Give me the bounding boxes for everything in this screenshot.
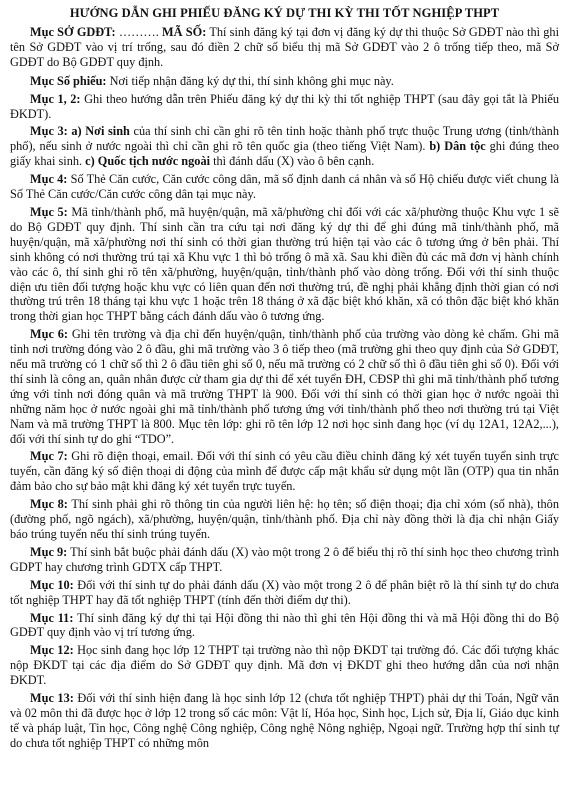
so-phieu-text: Nơi tiếp nhận đăng ký dự thi, thí sinh không ghi mục này.: [109, 73, 394, 88]
section-muc-7: [10, 449, 559, 494]
label-ma-so: MÃ SỐ:: [162, 25, 207, 39]
section-so-phieu: [10, 74, 559, 89]
muc-13-text: Đối với thí sinh hiện đang là học sinh lớp 12 (chưa tốt nghiệp THPT) phải dự thi Toán, Ngữ văn và 02 môn thi đã được học ở lớp 12 trong số các môn: Vật lí, Hóa học, Sinh học, Lịch sử, Địa lí, Giáo dục kinh tế và pháp luật, Tin học, Công nghệ Công nghiệp, Công nghệ Nông nghiệp, Ngoại ngữ. Trường hợp thí sinh tự do chưa tốt nghiệp THPT có những môn: [10, 691, 560, 750]
muc-7-text: Ghi rõ điện thoại, email. Đối với thí sinh có yêu cầu điều chỉnh đăng ký xét tuyển tuyển sinh trực tuyến, cần đăng ký số điện thoại di động của mình để được cấp mật khẩu sử dụng một lần (OTP) qua tin nhắn đảm bảo cho sự bảo mật khi đăng ký xét tuyển trực tuyến.: [10, 449, 559, 494]
muc-1-2-text: Ghi theo hướng dẫn trên Phiếu đăng ký dự thi kỳ thi tốt nghiệp THPT (sau đây gọi tắt là Phiếu ĐKDT).: [10, 91, 559, 121]
section-muc-1-2: [10, 92, 559, 122]
label-muc-11: Mục 11:: [30, 610, 74, 625]
label-muc-9: Mục 9:: [30, 544, 68, 559]
intro-text: Thí sinh đăng ký tại đơn vị đăng ký dự thi thuộc Sở GDĐT nào thì ghi tên Sở GDĐT vào vị trí trống, sau đó điền 2 chữ số biểu thị mã Sở GDĐT vào 2 ô trống tiếp theo, mã Sở GDĐT do Bộ GDĐT quy định.: [10, 25, 559, 69]
dots: ……….: [118, 25, 159, 39]
muc-5-text: Mã tỉnh/thành phố, mã huyện/quận, mã xã/phường chỉ đối với các xã/phường thuộc Khu vực 1 sẽ do Bộ GDĐT quy định. Thí sinh cần tra cứu tại nơi đăng ký dự thi để ghi đúng mã tỉnh/thành phố, mã huyện/quận, mã xã/phường nơi thí sinh có thời gian thường trú hiện tại vào các ô tương ứng ở bên phải. Thí sinh không có nơi thường trú tại xã Khu vực 1 thì bỏ trống ô mã xã. Sau khi điền đủ các mã đơn vị hành chính vào các ô, thí sinh ghi rõ tên xã/phường, huyện/quận, tỉnh/thành phố vào dòng trống. Đối với thí sinh thuộc diện ưu tiên đối tượng hoặc khu vực có liên quan đến nơi thường trú, đề nghị phải khẳng định thời gian có nơi thường trú trên 18 tháng tại khu vực 1 hoặc trên 18 tháng ở xã đặc biệt khó khăn, xã có thôn đặc biệt khó khăn trong thời gian học THPT bằng cách đánh dấu vào ô tương ứng.: [10, 204, 559, 324]
section-muc-13: [10, 691, 559, 751]
section-muc-12: [10, 643, 559, 688]
section-muc-10: [10, 578, 559, 608]
muc-11-text: Thí sinh đăng ký dự thi tại Hội đồng thi nào thì ghi tên Hội đồng thi và mã Hội đồng thi do Bộ GDĐT quy định vào vị trí tương ứng.: [10, 610, 559, 640]
muc-4-text: Số Thẻ Căn cước, Căn cước công dân, mã số định danh cá nhân và số Hộ chiếu được viết chung là Số Thẻ Căn cước/Căn cước công dân tại mục này.: [10, 172, 559, 202]
document-title: HƯỚNG DẪN GHI PHIẾU ĐĂNG KÝ DỰ THI KỲ THI TỐT NGHIỆP THPT: [69, 6, 500, 20]
label-muc-3: Mục 3:: [30, 124, 68, 139]
section-muc-11: [10, 611, 559, 641]
label-muc-12: Mục 12:: [30, 643, 74, 658]
label-so-phieu: Mục Số phiếu:: [30, 73, 107, 88]
label-muc-1-2: Mục 1, 2:: [30, 91, 81, 106]
section-muc-6: [10, 327, 559, 446]
label-so-gddt: Mục SỞ GDĐT:: [30, 25, 116, 39]
label-muc-13: Mục 13:: [30, 691, 74, 706]
label-quoc-tich: c) Quốc tịch nước ngoài: [85, 154, 211, 169]
section-muc-8: [10, 497, 559, 542]
muc-8-text: Thí sinh phải ghi rõ thông tin của người liên hệ: họ tên; số điện thoại; địa chỉ xóm (số nhà), thôn (đường phố, ngõ ngách), xã/phường, huyện/quận, tỉnh/thành phố. Địa chỉ này đồng thời là địa chỉ nhận Giấy báo trúng tuyển nếu thí sinh trúng tuyển.: [10, 497, 559, 541]
label-muc-5: Mục 5:: [30, 204, 68, 219]
noi-sinh-text: của thí sinh chỉ cần ghi rõ tên tỉnh hoặc thành phố trực thuộc Trung ương (tỉnh/thành phố), nếu sinh ở nước ngoài thì chỉ cần ghi rõ tên quốc gia (theo tiếng Việt Nam).: [10, 124, 559, 154]
section-muc-5: [10, 205, 559, 324]
quoc-tich-text: thì đánh dấu (X) vào ô bên cạnh.: [213, 154, 375, 169]
label-muc-7: Mục 7:: [30, 449, 68, 464]
label-muc-10: Mục 10:: [30, 577, 74, 592]
label-muc-6: Mục 6:: [30, 327, 68, 342]
label-noi-sinh: a) Nơi sinh: [71, 124, 130, 139]
section-intro: [10, 25, 559, 70]
muc-10-text: Đối với thí sinh tự do phải đánh dấu (X) vào một trong 2 ô để phân biệt rõ là thí sinh tự do chưa tốt nghiệp THPT hay đã tốt nghiệp THPT (tính đến thời điểm dự thi).: [10, 577, 559, 607]
section-muc-4: [10, 172, 559, 202]
section-muc-3: [10, 124, 559, 169]
dan-toc-text: ghi đúng theo giấy khai sinh.: [10, 139, 559, 169]
label-dan-toc: b) Dân tộc: [429, 139, 486, 154]
muc-6-text: Ghi tên trường và địa chỉ đến huyện/quận, tỉnh/thành phố của trường vào dòng kẻ chấm. Ghi mã tỉnh nơi trường đóng vào 2 ô đầu, ghi mã trường vào 3 ô tiếp theo (mã trường ghi theo quy định của Sở GDĐT, nếu mã trường có 1 chữ số thì 2 ô đầu tiên ghi số 0, nếu mã trường có 2 chữ số thì ô đầu tiên ghi số 0). Đối với thí sinh là công an, quân nhân được cử tham gia dự thi để xét tuyển ĐH, CĐSP thì ghi mã tỉnh/thành phố tương ứng với tỉnh nơi đóng quân và mã trường THPT là 900. Đối với thí sinh có thời gian học ở nước ngoài thì những năm học ở nước ngoài ghi mã tỉnh/thành phố tương ứng với tỉnh/thành phố theo nơi thường trú tại Việt Nam và mã trường THPT là 800. Mục tên lớp: ghi rõ tên lớp 12 nơi học sinh đang học (ví dụ 12A1, 12A2,...), đối với thí sinh tự do ghi “TDO”.: [10, 327, 559, 446]
muc-12-text: Học sinh đang học lớp 12 THPT tại trường nào thì nộp ĐKDT tại trường đó. Các đối tượng khác nộp ĐKDT tại các địa điểm do Sở GDĐT quy định. Mã đơn vị ĐKDT ghi theo hướng dẫn của nơi nhận ĐKDT.: [10, 643, 559, 688]
label-muc-8: Mục 8:: [30, 497, 68, 512]
muc-9-text: Thí sinh bắt buộc phải đánh dấu (X) vào một trong 2 ô để biểu thị rõ thí sinh học theo chương trình GDPT hay chương trình GDTX cấp THPT.: [10, 544, 559, 574]
label-muc-4: Mục 4:: [30, 172, 68, 187]
section-muc-9: [10, 545, 559, 575]
